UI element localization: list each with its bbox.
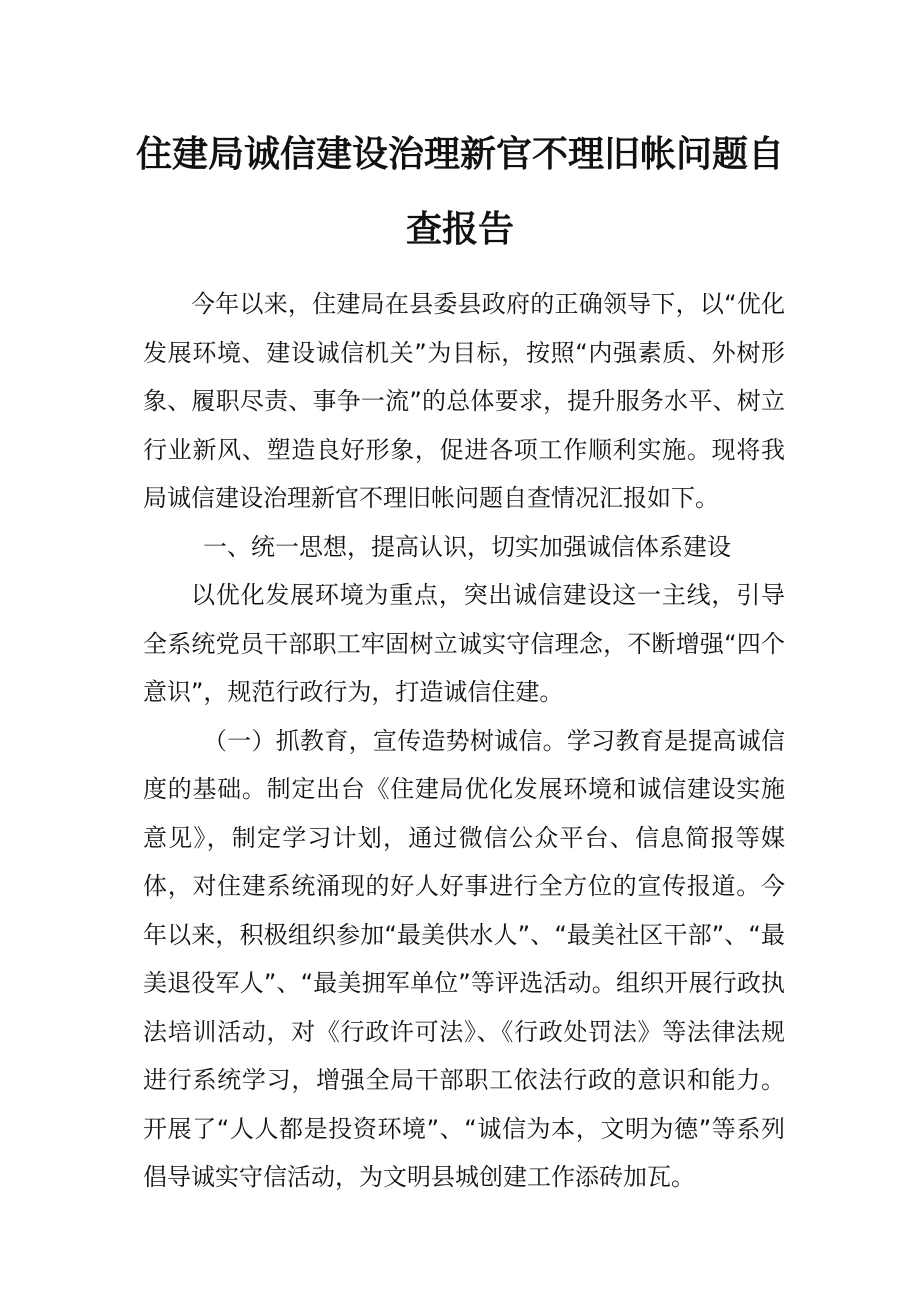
document-body [143,280,785,1202]
subsection-1-paragraph: （一）抓教育，宣传造势树诚信。学习教育是提高诚信度的基础。制定出台《住建局优化发展环境和诚信建设实施意见》，制定学习计划，通过微信公众平台、信息简报等媒体，对住建系统涌现的好人好事进行全方位的宣传报道。今年以来，积极组织参加“最美供水人”、“最美社区干部”、“最美退役军人”、“最美拥军单位”等评选活动。组织开展行政执法培训活动，对《行政许可法》、《行政处罚法》等法律法规进行系统学习，增强全局干部职工依法行政的意识和能力。开展了“人人都是投资环境”、“诚信为本，文明为德”等系列倡导诚实守信活动，为文明县城创建工作添砖加瓦。 [143,726,785,1191]
intro-paragraph: 今年以来，住建局在县委县政府的正确领导下，以“优化发展环境、建设诚信机关”为目标，按照“内强素质、外树形象、履职尽责、事争一流”的总体要求，提升服务水平、树立行业新风、塑造良好形象，促进各项工作顺利实施。现将我局诚信建设治理新官不理旧帐问题自查情况汇报如下。 [143,290,785,512]
document-title-line-2: 查报告 [405,209,514,250]
document-title-line-1: 住建局诚信建设治理新官不理旧帐问题自 [135,134,784,175]
section-heading-1: 一、统一思想，提高认识，切实加强诚信体系建设 [203,532,731,561]
section-1-paragraph: 以优化发展环境为重点，突出诚信建设这一主线，引导全系统党员干部职工牢固树立诚实守信理念，不断增强“四个意识”，规范行政行为，打造诚信住建。 [143,581,785,706]
